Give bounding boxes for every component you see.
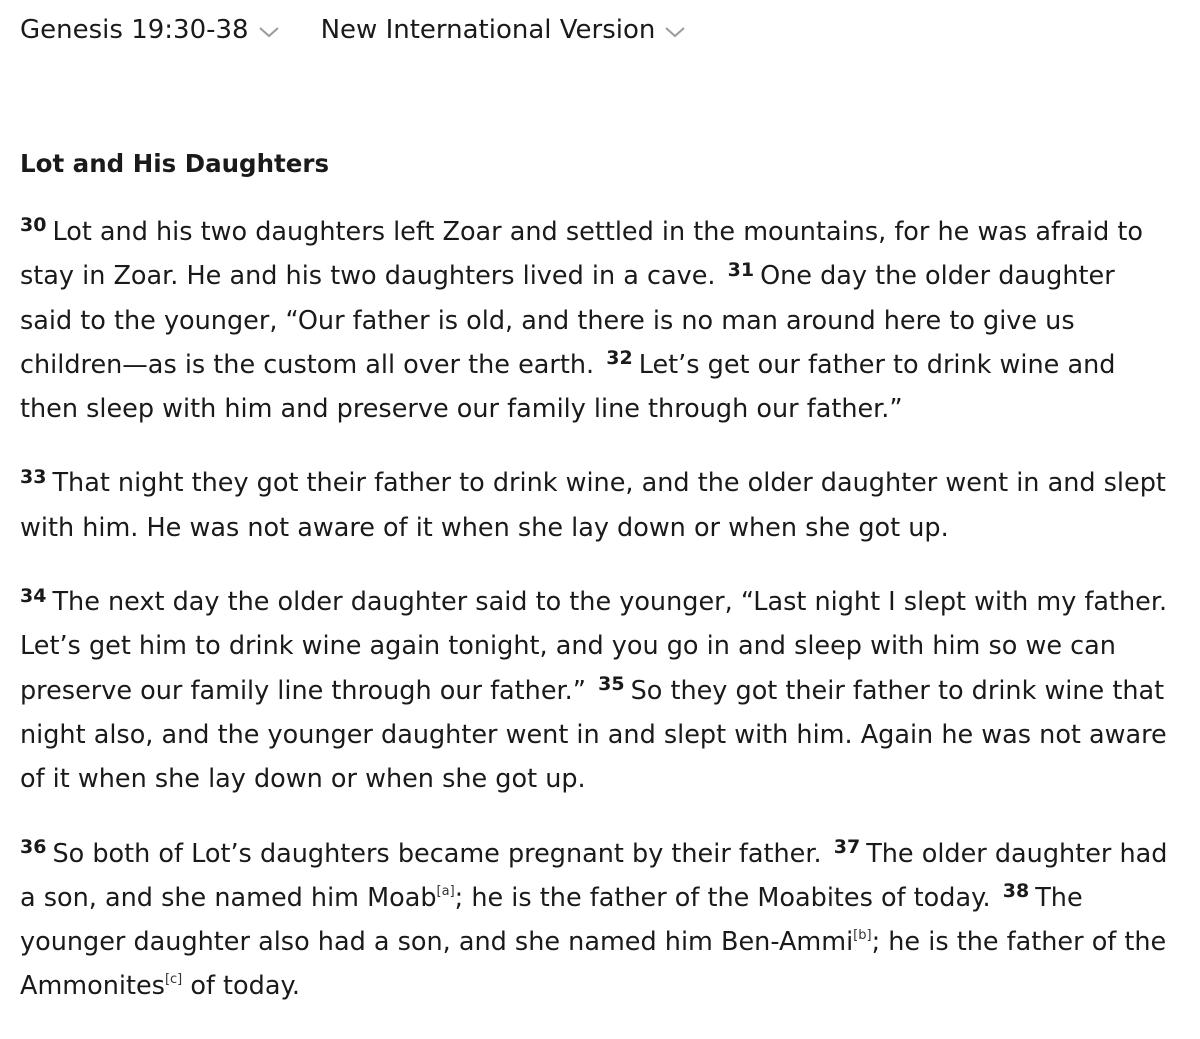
verse-number-31: 31 [727, 258, 755, 281]
verse-text-35: So they got their father to drink wine that night also, and the younger daughter went in and slept with him. Again he was not aware of it when she lay down or when she got up. [20, 675, 1167, 795]
verse-number-36: 36 [20, 836, 47, 859]
passage-selector[interactable] [20, 15, 281, 45]
version-selector-label: New International Version [320, 15, 656, 45]
verse-number-35: 35 [598, 673, 625, 696]
verse-text-34: The next day the older daughter said to the younger, “Last night I slept with my father. Let’s get him to drink wine again tonight, and you go in and sleep with him so we can preserve our family line through our father.” [20, 587, 1168, 706]
verse-text-33: That night they got their father to drink wine, and the older daughter went in and slept with him. He was not aware of it when she lay down or when she got up. [20, 468, 1166, 543]
verse-text-37a: The older daughter had a son, and she named him Moab [20, 838, 1168, 913]
verse-number-38: 38 [1002, 880, 1030, 903]
verse-text-32: Let’s get our father to drink wine and then sleep with him and preserve our family line through our father.” [20, 349, 1116, 425]
verse-text-38c: of today. [182, 971, 301, 1002]
verse-number-30: 30 [20, 214, 47, 237]
paragraph-4 [20, 832, 1170, 1009]
verse-text-38b: ; he is the father of the Ammonites [20, 927, 1167, 1002]
verse-number-34: 34 [20, 584, 47, 607]
verse-text-36: So both of Lot’s daughters became pregnant by their father. [52, 838, 822, 869]
verse-number-37: 37 [833, 836, 861, 859]
verse-text-37b: ; he is the father of the Moabites of today. [454, 882, 991, 913]
footnote-link-b[interactable]: [b] [853, 928, 872, 944]
section-heading: Lot and His Daughters [20, 149, 330, 178]
chevron-down-icon [257, 24, 281, 40]
footnote-link-c[interactable]: [c] [164, 972, 183, 988]
chevron-down-icon [663, 24, 687, 40]
passage-toolbar [20, 8, 687, 52]
verse-number-33: 33 [20, 465, 47, 488]
version-selector[interactable] [321, 15, 688, 45]
verse-text-30: Lot and his two daughters left Zoar and settled in the mountains, for he was afraid to stay in Zoar. He and his two daughters lived in a cave. [20, 217, 1144, 292]
paragraph-1 [20, 210, 1170, 431]
passage-content [20, 140, 1170, 1039]
footnote-link-a[interactable]: [a] [436, 883, 455, 899]
paragraph-2 [20, 461, 1170, 550]
paragraph-3 [20, 580, 1170, 801]
verse-number-32: 32 [606, 347, 633, 370]
passage-selector-label: Genesis 19:30-38 [20, 15, 249, 45]
verse-text-38a: The younger daughter also had a son, and she named him Ben-Ammi [20, 882, 1083, 958]
verse-text-31: One day the older daughter said to the younger, “Our father is old, and there is no man around here to give us children—as is the custom all over the earth. [20, 261, 1115, 380]
